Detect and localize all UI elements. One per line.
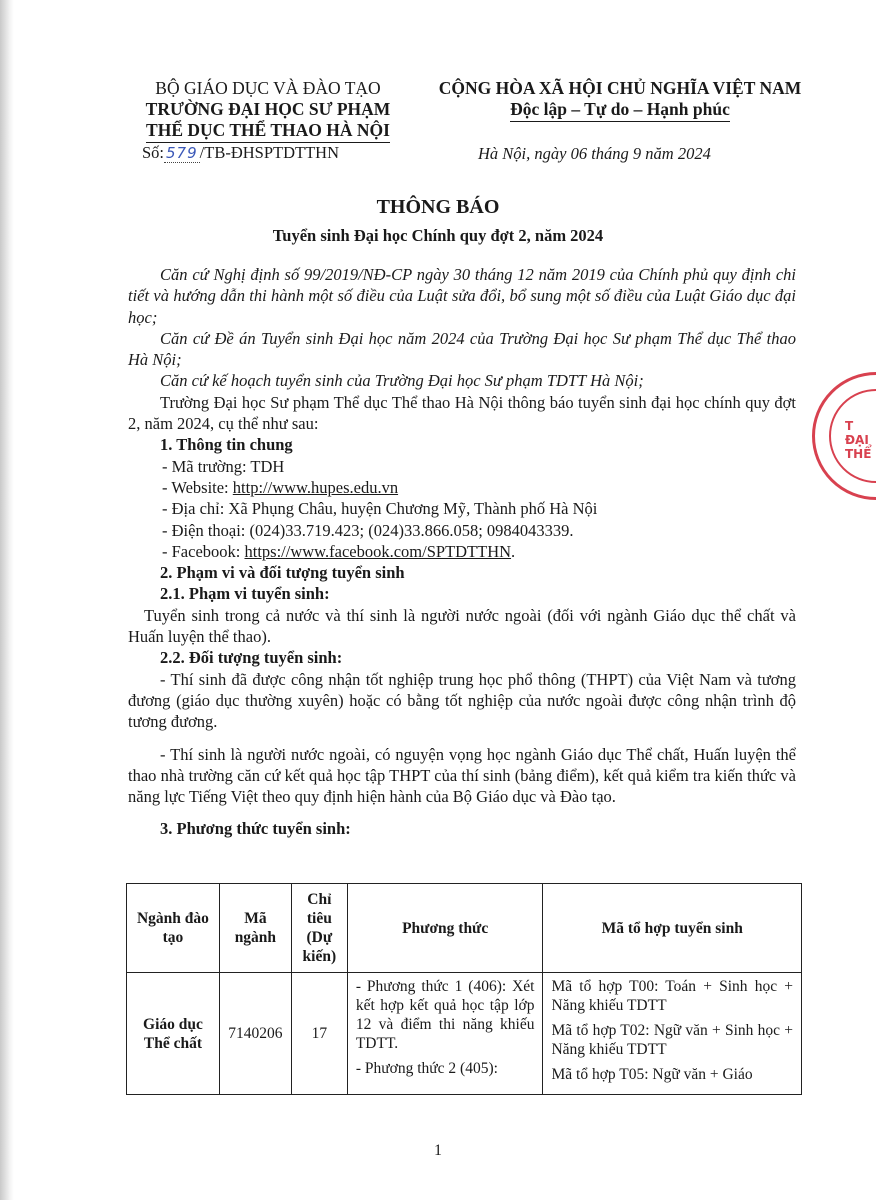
cell-code: 7140206: [219, 973, 291, 1095]
issue-date: Hà Nội, ngày 06 tháng 9 năm 2024: [478, 144, 711, 163]
preamble-3: Căn cứ kế hoạch tuyển sinh của Trường Đại học Sư phạm TDTT Hà Nội;: [160, 371, 644, 391]
col-header-quota: Chỉ tiêu (Dự kiến): [291, 884, 347, 973]
section-2-heading: 2. Phạm vi và đối tượng tuyển sinh: [160, 563, 405, 583]
cell-combo: [543, 973, 802, 1095]
cell-major: Giáo dục Thể chất: [127, 973, 220, 1095]
section-2-1-text: Tuyển sinh trong cả nước và thí sinh là người nước ngoài (đối với ngành Giáo dục thể chất và Huấn luyện thể thao).: [128, 605, 796, 647]
page-number: 1: [434, 1142, 442, 1159]
col-header-method: Phương thức: [347, 884, 543, 973]
official-seal: [812, 372, 876, 500]
cell-quota: 17: [291, 973, 347, 1095]
table-row: [127, 973, 802, 1095]
website-line: - Website: http://www.hupes.edu.vn: [162, 477, 399, 497]
issuer-block: [118, 78, 418, 143]
section-1-heading: 1. Thông tin chung: [160, 435, 293, 455]
section-2-2-text-2: - Thí sinh là người nước ngoài, có nguyện vọng học ngành Giáo dục Thể chất, Huấn luyện thể thao nhà trường căn cứ kết quả học tập THPT của thí sinh (bảng điểm), kết quả kiểm tra kiến thức và năng lực Tiếng Việt theo quy định hiện hành của Bộ Giáo dục và Đào tạo.: [128, 744, 796, 807]
section-2-2-heading: 2.2. Đối tượng tuyển sinh:: [160, 648, 343, 668]
method-2: - Phương thức 2 (405):: [355, 1060, 498, 1077]
nation-name: CỘNG HÒA XÃ HỘI CHỦ NGHĨA VIỆT NAM: [438, 78, 802, 98]
document-body: [128, 264, 796, 840]
phone-line: - Điện thoại: (024)33.719.423; (024)33.866.058; 0984043339.: [162, 520, 574, 540]
combo-t00: Mã tổ hợp T00: Toán + Sinh học + Năng khiếu TDTT: [551, 978, 793, 1014]
school-code: TDH: [250, 456, 285, 476]
seal-text: T ĐẠI THỂ: [845, 419, 872, 461]
national-heading: [412, 78, 828, 122]
col-header-combo: Mã tổ hợp tuyển sinh: [543, 884, 802, 973]
combo-t05: Mã tổ hợp T05: Ngữ văn + Giáo: [551, 1066, 753, 1083]
section-2-1-heading: 2.1. Phạm vi tuyển sinh:: [160, 584, 330, 604]
section-2-2-text-1: - Thí sinh đã được công nhận tốt nghiệp trung học phổ thông (THPT) của Việt Nam và tương đương (giáo dục thường xuyên) hoặc có bằng tốt nghiệp của nước ngoài được công nhận trình độ tương đương.: [128, 669, 796, 732]
facebook-line: - Facebook: https://www.facebook.com/SPTDTTHN.: [162, 541, 516, 561]
document-title: THÔNG BÁO: [376, 196, 500, 218]
facebook-link[interactable]: https://www.facebook.com/SPTDTTHN: [244, 541, 512, 561]
national-motto: Độc lập – Tự do – Hạnh phúc: [510, 99, 730, 122]
school-name-line1: TRƯỜNG ĐẠI HỌC SƯ PHẠM: [145, 99, 391, 119]
combo-t02: Mã tổ hợp T02: Ngữ văn + Sinh học + Năng khiếu TDTT: [551, 1022, 793, 1058]
document-subtitle: Tuyển sinh Đại học Chính quy đợt 2, năm 2024: [272, 226, 604, 245]
school-code-line: - Mã trường: TDH: [162, 456, 285, 476]
document-number: Số: 579 /TB-ĐHSPTDTTHN: [142, 143, 339, 162]
table-header-row: [127, 884, 802, 973]
page-edge-shadow: [0, 0, 14, 1200]
school-name-line2: THỂ DỤC THỂ THAO HÀ NỘI: [146, 120, 390, 143]
cell-method: [347, 973, 543, 1095]
intro-paragraph: Trường Đại học Sư phạm Thể dục Thể thao Hà Nội thông báo tuyển sinh đại học chính quy đợt 2, năm 2024, cụ thể như sau:: [128, 392, 796, 434]
section-3-heading: 3. Phương thức tuyển sinh:: [160, 819, 351, 839]
method-1: - Phương thức 1 (406): Xét kết hợp kết quả học tập lớp 12 và điểm thi năng khiếu TDTT.: [355, 978, 535, 1052]
ministry-name: BỘ GIÁO DỤC VÀ ĐÀO TẠO: [155, 78, 381, 98]
preamble-1: Căn cứ Nghị định số 99/2019/NĐ-CP ngày 30 tháng 12 năm 2019 của Chính phủ quy định chi tiết và hướng dẫn thi hành một số điều của Luật sửa đổi, bổ sung một số điều của Luật Giáo dục đại học;: [128, 265, 796, 327]
col-header-major: Ngành đào tạo: [127, 884, 220, 973]
preamble-2: Căn cứ Đề án Tuyển sinh Đại học năm 2024 của Trường Đại học Sư phạm Thể dục Thể thao Hà Nội;: [128, 328, 796, 370]
admission-method-table: [126, 883, 802, 1095]
handwritten-number: 579: [166, 144, 198, 162]
address-line: - Địa chỉ: Xã Phụng Châu, huyện Chương Mỹ, Thành phố Hà Nội: [162, 499, 598, 519]
col-header-code: Mã ngành: [219, 884, 291, 973]
website-link[interactable]: http://www.hupes.edu.vn: [232, 477, 399, 497]
